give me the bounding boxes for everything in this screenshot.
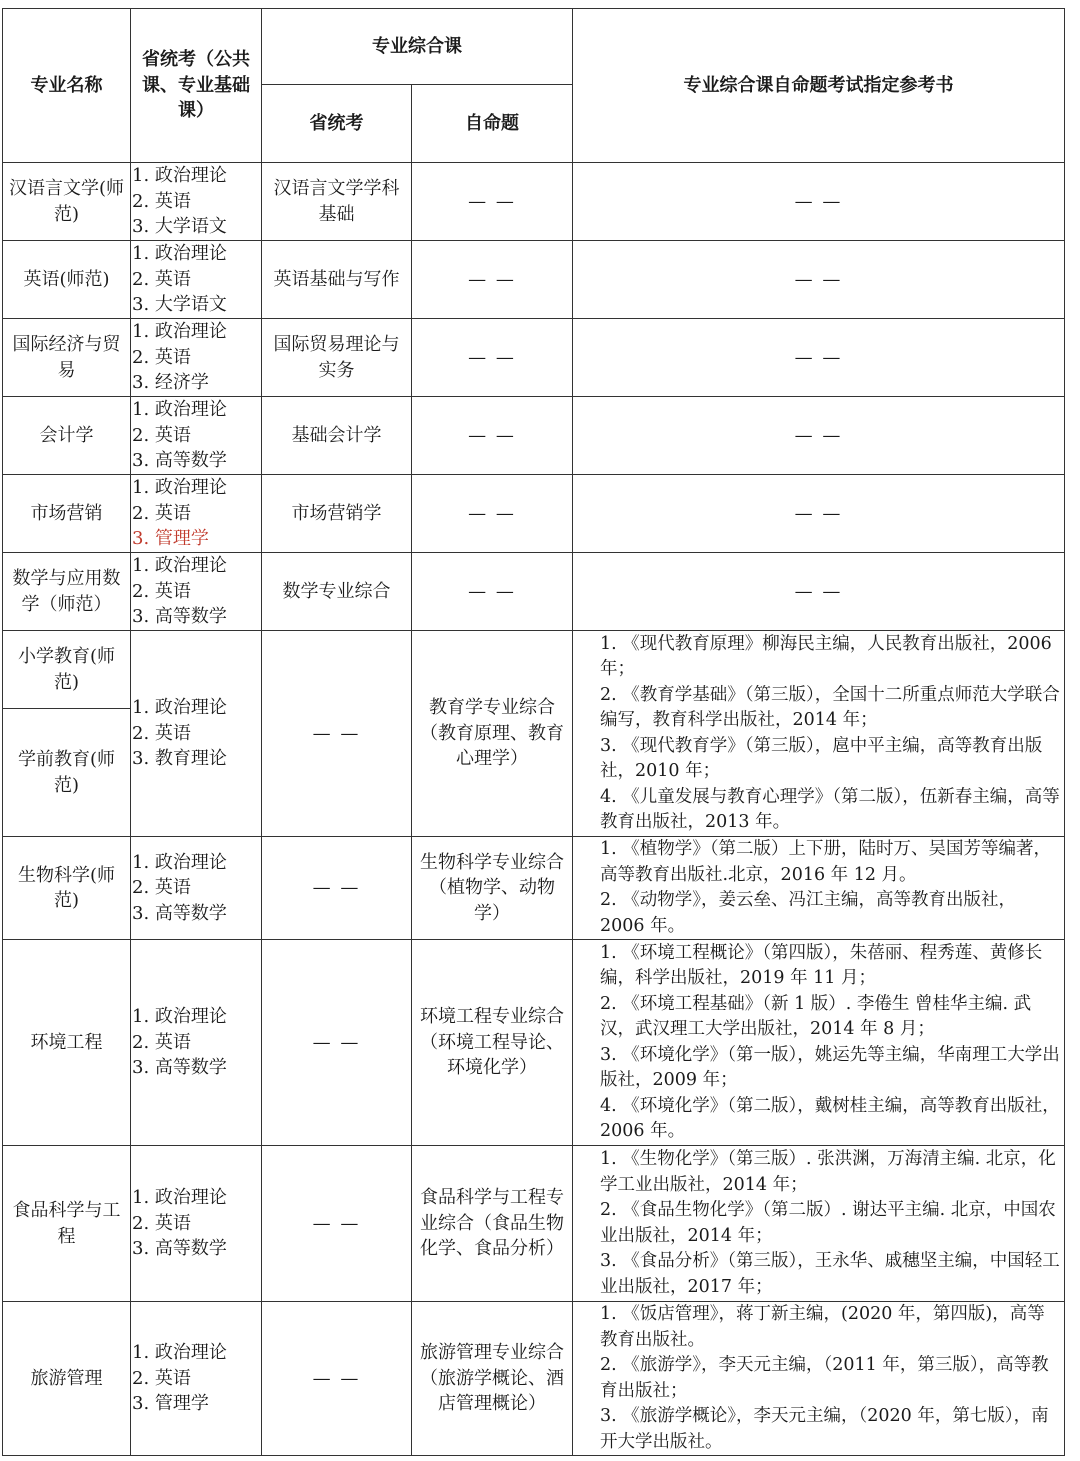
reference-list (573, 940, 1065, 1146)
subject-item: 3. 大学语文 (132, 294, 227, 316)
subject-list (131, 631, 262, 837)
reference-list (573, 1146, 1065, 1302)
comp-self: 旅游管理专业综合（旅游学概论、酒店管理概论） (412, 1302, 573, 1456)
subject-list (131, 397, 262, 475)
subject-item: 1. 政治理论 (132, 399, 227, 421)
major-name: 会计学 (3, 397, 131, 475)
reference-list (573, 631, 1065, 837)
comp-provincial-dash: — — (262, 837, 412, 940)
reference-list (573, 837, 1065, 940)
table-row (3, 397, 1065, 475)
reference-item: 4. 《环境化学》（第二版），戴树桂主编，高等教育出版社，2006 年。 (600, 1095, 1060, 1141)
comp-self-dash: — — (412, 553, 573, 631)
subject-list (131, 1302, 262, 1456)
reference-item: 1. 《现代教育原理》柳海民主编，人民教育出版社，2006 年； (600, 633, 1052, 679)
subject-item: 1. 政治理论 (132, 1187, 227, 1209)
reference-item: 1. 《生物化学》（第三版）. 张洪渊，万海清主编. 北京，化学工业出版社，2014 年； (600, 1149, 1056, 1195)
subject-list (131, 319, 262, 397)
comp-self: 环境工程专业综合（环境工程导论、环境化学） (412, 940, 573, 1146)
subject-item: 2. 英语 (132, 877, 191, 899)
comp-provincial-dash: — — (262, 1146, 412, 1302)
header-comp-provincial: 省统考 (262, 85, 412, 163)
table-row (3, 475, 1065, 553)
comp-self: 生物科学专业综合（植物学、动物学） (412, 837, 573, 940)
subject-item: 3. 大学语文 (132, 216, 227, 238)
reference-item: 2. 《教育学基础》（第三版），全国十二所重点师范大学联合编写，教育科学出版社，2014 年； (600, 684, 1060, 730)
table-row (3, 837, 1065, 940)
subject-item: 2. 英语 (132, 502, 191, 524)
subject-item: 2. 英语 (132, 1212, 191, 1234)
subject-list (131, 940, 262, 1146)
subject-item: 3. 教育理论 (132, 748, 227, 770)
comp-self-dash: — — (412, 163, 573, 241)
reference-item: 3. 《现代教育学》（第三版），扈中平主编，高等教育出版社，2010 年； (600, 735, 1043, 781)
subject-item: 2. 英语 (132, 1367, 191, 1389)
major-name: 汉语言文学(师范) (3, 163, 131, 241)
subject-item: 2. 英语 (132, 1031, 191, 1053)
subject-item: 1. 政治理论 (132, 321, 227, 343)
reference-item: 2. 《动物学》，姜云垒、冯江主编，高等教育出版社，2006 年。 (600, 890, 1017, 936)
subject-item: 1. 政治理论 (132, 697, 227, 719)
reference-item: 1. 《植物学》（第二版）上下册，陆时万、吴国芳等编著，高等教育出版社.北京，2016 年 12 月。 (600, 839, 1052, 885)
reference-item: 1. 《饭店管理》，蒋丁新主编，(2020 年，第四版)，高等教育出版社。 (600, 1304, 1045, 1350)
major-name: 小学教育(师范) (3, 631, 131, 709)
subject-item: 3. 高等数学 (132, 1057, 227, 1079)
major-name: 环境工程 (3, 940, 131, 1146)
subject-item: 1. 政治理论 (132, 555, 227, 577)
subject-item: 1. 政治理论 (132, 243, 227, 265)
subject-item: 3. 管理学 (132, 1393, 209, 1415)
major-name: 国际经济与贸易 (3, 319, 131, 397)
comp-provincial: 汉语言文学学科基础 (262, 163, 412, 241)
comp-self-dash: — — (412, 397, 573, 475)
header-comprehensive: 专业综合课 (262, 9, 573, 85)
table-row (3, 1302, 1065, 1456)
reference-dash: — — (573, 553, 1065, 631)
reference-item: 2. 《食品生物化学》（第二版）. 谢达平主编. 北京，中国农业出版社，2014 年； (600, 1200, 1056, 1246)
comp-provincial: 国际贸易理论与实务 (262, 319, 412, 397)
subject-list (131, 553, 262, 631)
header-comp-self: 自命题 (412, 85, 573, 163)
header-major: 专业名称 (3, 9, 131, 163)
major-name: 市场营销 (3, 475, 131, 553)
subject-item: 1. 政治理论 (132, 1006, 227, 1028)
subject-list (131, 837, 262, 940)
reference-dash: — — (573, 475, 1065, 553)
subject-list (131, 163, 262, 241)
table-row (3, 163, 1065, 241)
subject-item: 3. 高等数学 (132, 450, 227, 472)
reference-dash: — — (573, 319, 1065, 397)
comp-self-dash: — — (412, 319, 573, 397)
comp-provincial-dash: — — (262, 631, 412, 837)
comp-provincial: 市场营销学 (262, 475, 412, 553)
comp-self-dash: — — (412, 475, 573, 553)
subject-item: 2. 英语 (132, 580, 191, 602)
comp-provincial: 数学专业综合 (262, 553, 412, 631)
reference-item: 1. 《环境工程概论》（第四版），朱蓓丽、程秀莲、黄修长编，科学出版社，2019 年 11 月； (600, 942, 1043, 988)
major-name: 生物科学(师范) (3, 837, 131, 940)
reference-item: 2. 《环境工程基础》（新 1 版）. 李倦生 曾桂华主编. 武汉，武汉理工大学出版社，2014 年 8 月； (600, 993, 1032, 1039)
table-row (3, 1146, 1065, 1302)
reference-list (573, 1302, 1065, 1456)
reference-item: 2. 《旅游学》，李天元主编，（2011 年，第三版），高等教育出版社； (600, 1355, 1049, 1401)
reference-item: 3. 《食品分析》（第三版），王永华、戚穗坚主编，中国轻工业出版社，2017 年； (600, 1251, 1060, 1297)
subject-item: 2. 英语 (132, 424, 191, 446)
major-name: 食品科学与工程 (3, 1146, 131, 1302)
subject-list (131, 1146, 262, 1302)
comp-self: 食品科学与工程专业综合（食品生物化学、食品分析） (412, 1146, 573, 1302)
subject-item: 3. 经济学 (132, 372, 209, 394)
header-provincial-exam: 省统考（公共课、专业基础课） (131, 9, 262, 163)
header-reference-books: 专业综合课自命题考试指定参考书 (573, 9, 1065, 163)
subject-item: 2. 英语 (132, 190, 191, 212)
reference-dash: — — (573, 163, 1065, 241)
reference-dash: — — (573, 241, 1065, 319)
subject-item: 1. 政治理论 (132, 851, 227, 873)
subject-item: 1. 政治理论 (132, 1342, 227, 1364)
table-row (3, 241, 1065, 319)
admission-table-document (2, 8, 1065, 1456)
reference-item: 4. 《儿童发展与教育心理学》（第二版），伍新春主编，高等教育出版社，2013 年。 (600, 786, 1060, 832)
comp-provincial: 英语基础与写作 (262, 241, 412, 319)
table-row (3, 553, 1065, 631)
subject-item-highlighted: 3. 管理学 (132, 528, 209, 550)
reference-dash: — — (573, 397, 1065, 475)
major-name: 学前教育(师范) (3, 709, 131, 837)
comp-provincial-dash: — — (262, 940, 412, 1146)
comp-provincial: 基础会计学 (262, 397, 412, 475)
table-row (3, 631, 1065, 709)
subject-item: 2. 英语 (132, 722, 191, 744)
comp-provincial-dash: — — (262, 1302, 412, 1456)
subject-item: 1. 政治理论 (132, 165, 227, 187)
reference-item: 3. 《环境化学》（第一版），姚运先等主编，华南理工大学出版社，2009 年； (600, 1044, 1060, 1090)
subject-item: 1. 政治理论 (132, 477, 227, 499)
major-name: 数学与应用数学（师范） (3, 553, 131, 631)
comp-self: 教育学专业综合（教育原理、教育心理学） (412, 631, 573, 837)
comp-self-dash: — — (412, 241, 573, 319)
table-row (3, 940, 1065, 1146)
subject-list (131, 475, 262, 553)
subject-item: 3. 高等数学 (132, 606, 227, 628)
exam-subjects-table (2, 8, 1065, 1456)
subject-item: 2. 英语 (132, 268, 191, 290)
subject-item: 2. 英语 (132, 346, 191, 368)
subject-item: 3. 高等数学 (132, 1238, 227, 1260)
table-row (3, 319, 1065, 397)
subject-item: 3. 高等数学 (132, 902, 227, 924)
reference-item: 3. 《旅游学概论》，李天元主编，（2020 年，第七版），南开大学出版社。 (600, 1406, 1049, 1452)
major-name: 英语(师范) (3, 241, 131, 319)
subject-list (131, 241, 262, 319)
major-name: 旅游管理 (3, 1302, 131, 1456)
